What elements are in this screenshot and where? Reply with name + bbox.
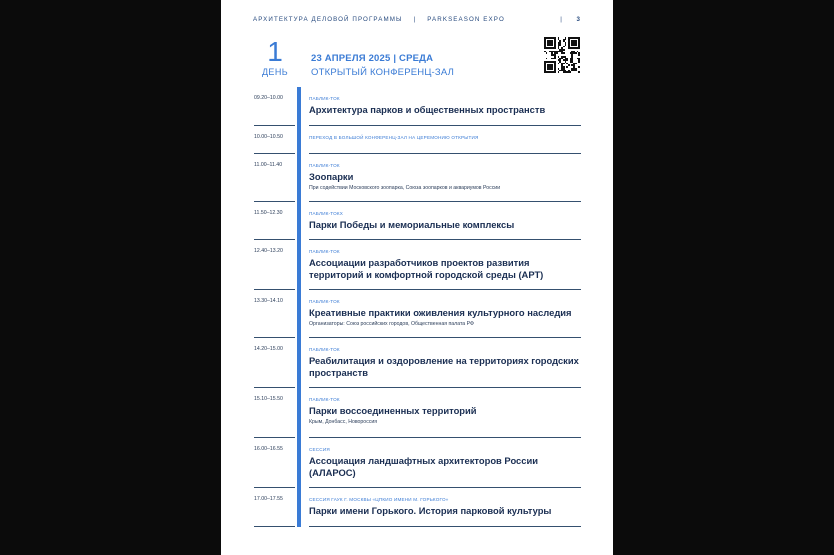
day-number: 1 [267, 36, 283, 67]
page-number: 3 [576, 16, 581, 23]
session-kicker: СЕССИЯ ГАУК Г. МОСКВЫ «ЦПКИО ИМЕНИ М. ГОРЬКОГО» [309, 497, 449, 502]
schedule-row [254, 126, 581, 154]
schedule-row [254, 488, 581, 527]
session-note: Крым, Донбасс, Новороссия [309, 418, 378, 425]
accent-bar [297, 154, 301, 202]
session-title: Зоопарки [309, 171, 354, 182]
schedule-row [254, 388, 581, 438]
session-kicker: ПАБЛИК-ТОК [309, 163, 340, 168]
session-kicker: СЕССИЯ [309, 447, 330, 452]
session-note: При содействии Московского зоопарка, Союза зоопарков и аквариумов России [309, 184, 501, 191]
accent-bar [297, 488, 301, 527]
program-page [221, 0, 613, 555]
session-title: Парки Победы и мемориальные комплексы [309, 219, 515, 230]
session-title: Ассоциация ландшафтных архитекторов России (АЛАРОС) [309, 455, 538, 478]
schedule-row [254, 87, 581, 126]
accent-bar [297, 290, 301, 338]
session-kicker: ПАБЛИК-ТОК [309, 299, 340, 304]
session-content [309, 126, 581, 154]
session-content [309, 154, 581, 202]
session-kicker: ПАБЛИК-ТОК [309, 397, 340, 402]
accent-bar [297, 438, 301, 488]
qr-code-icon[interactable] [544, 37, 580, 73]
header-separator: | [413, 16, 417, 23]
session-kicker: ПЕРЕХОД В БОЛЬШОЙ КОНФЕРЕНЦ-ЗАЛ НА ЦЕРЕМОНИЮ ОТКРЫТИЯ [309, 135, 479, 140]
session-kicker: ПАБЛИК-ТОК [309, 249, 340, 254]
session-time: 12.40–13.20 [254, 248, 283, 254]
session-venue: ОТКРЫТЫЙ КОНФЕРЕНЦ-ЗАЛ [311, 67, 455, 78]
day-block [255, 38, 295, 77]
program-label: АРХИТЕКТУРА ДЕЛОВОЙ ПРОГРАММЫ [253, 16, 403, 23]
schedule-list [254, 87, 581, 527]
session-content [309, 388, 581, 438]
accent-bar [297, 87, 301, 126]
schedule-row [254, 338, 581, 388]
session-kicker: ПАБЛИК-ТОК [309, 96, 340, 101]
schedule-row [254, 290, 581, 338]
header-separator-2: | [560, 16, 563, 23]
schedule-row [254, 240, 581, 290]
schedule-row [254, 154, 581, 202]
schedule-row [254, 202, 581, 240]
session-date: 23 АПРЕЛЯ 2025 | СРЕДА [311, 53, 434, 64]
session-time: 11.50–12.30 [254, 210, 283, 216]
session-title: Креативные практики оживления культурного наследия [309, 307, 572, 318]
session-title: Парки имени Горького. История парковой культуры [309, 505, 552, 516]
session-title: Парки воссоединенных территорий [309, 405, 477, 416]
running-header [253, 16, 581, 23]
accent-bar [297, 240, 301, 290]
event-label: PARKSEASON EXPO [427, 16, 505, 23]
session-time: 10.00–10.50 [254, 134, 283, 140]
session-title: Архитектура парков и общественных пространств [309, 104, 546, 115]
time-divider [254, 526, 295, 527]
session-content [309, 338, 581, 388]
day-label: ДЕНЬ [261, 67, 289, 77]
session-content [309, 202, 581, 240]
accent-bar [297, 388, 301, 438]
session-time: 17.00–17.55 [254, 496, 283, 502]
session-title: Реабилитация и оздоровление на территориях городских пространств [309, 355, 579, 378]
session-time: 16.00–16.55 [254, 446, 283, 452]
session-content [309, 240, 581, 290]
session-time: 15.10–15.50 [254, 396, 283, 402]
session-time: 13.30–14.10 [254, 298, 283, 304]
session-kicker: ПАБЛИК-ТОК [309, 347, 340, 352]
session-content [309, 438, 581, 488]
session-content [309, 290, 581, 338]
session-time: 11.00–11.40 [254, 162, 283, 168]
session-content [309, 488, 581, 527]
session-title: Ассоциации разработчиков проектов развития территорий и комфортной городской среды (АРТ) [309, 257, 544, 280]
accent-bar [297, 126, 301, 154]
accent-bar [297, 202, 301, 240]
accent-bar [297, 338, 301, 388]
schedule-row [254, 438, 581, 488]
session-note: Организаторы: Союз российских городов, Общественная палата РФ [309, 320, 474, 327]
session-time: 14.20–15.00 [254, 346, 283, 352]
session-kicker: ПАБЛИК-ТОКХ [309, 211, 344, 216]
session-time: 09.20–10.00 [254, 95, 283, 101]
session-content [309, 87, 581, 126]
